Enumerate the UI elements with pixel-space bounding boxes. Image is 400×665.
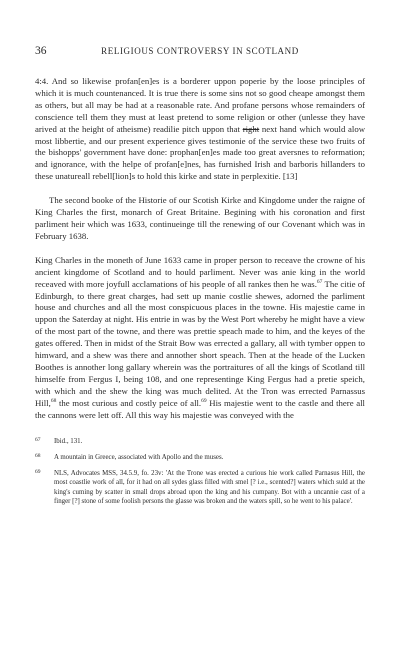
footnote-ref-68[interactable]: 68: [50, 397, 57, 404]
struck-word: right: [242, 123, 260, 134]
paragraph-text: The citie of Edinburgh, to there great charges, had sett up manie costlie shewes, adorned the parliment house and churches and all the most conspicuous places in the towne. His majestie came in uppon the Saterday at night. His entrie in was by the West Port whereby he might have a view of the most part of the towne, and there was prettie speach made to him, and the keyes of the gates offered. Then in midst of the Strait Bow was errected a gallary, all with tymber oppen to himward, and a shew was there and annother short speach. Then at the heade of the Lucken Boothes is annother long gallary wherein was the portraitures of all the kings of Scotland till himselfe from Fergus I, being 108, and one representinge King Fergus had a pretie speich, with which and the shew the king was much delited. At the Tron was errected Parnassus Hill,: [35, 278, 366, 408]
paragraph-text: King Charles in the moneth of June 1633 came in proper person to receave the crowne of his ancient kingdome of Scotland and to hould parliment. Never was anie king in the world receaved with more joyfull acclamations of his people of all rankes then he was.: [35, 254, 365, 289]
footnote-text: A mountain in Greece, associated with Apollo and the muses.: [54, 454, 224, 462]
paragraph-text: His majestie went to the castle and there all the cannons were lett off. All this way his majestie was conveyed with the: [35, 397, 365, 420]
footnote-ref-67[interactable]: 67: [316, 278, 323, 285]
footnote-69: [35, 469, 365, 507]
footnote-number: 69: [35, 468, 41, 475]
footnote-67: [35, 437, 365, 447]
footnote-68: [35, 453, 365, 463]
footnote-text: Ibid., 131.: [54, 438, 83, 446]
running-title: RELIGIOUS CONTROVERSY IN SCOTLAND: [101, 46, 299, 56]
footnote-text: NLS, Advocates MSS, 34.5.9, fo. 23v: 'At the Trone was erected a curious hie work called Parnasus Hill, the most coastlie work of all, for it had on all sydes glass filled with smel [? i.e., scented?] waters which suld at the king's cuming by scatter in small drops abroad upon the king and his cumpany. Bot with a uncannie cast of a finger [?] stone of some foolish persons the glasse was broken and the waters spill, so he went to his palace'.: [54, 469, 365, 506]
footnote-number: 67: [35, 437, 41, 444]
footnote-ref-69[interactable]: 69: [201, 397, 207, 404]
footnotes: [35, 437, 365, 507]
paragraph-second-booke: The second booke of the Historie of our Scotish Kirke and Kingdome under the raigne of King Charles the first, monarch of Great Britaine. Begining with his coronation and first parliment heir which was 1633, continueinge till the renewing of our Covenant which was in February 1638.: [35, 195, 365, 241]
page-body: [35, 76, 365, 513]
page-number: 36: [35, 45, 47, 57]
paragraph-text: next hand which would alow most libbertie, and our present experience gives testimonie of the service these two fruits of the bishopps' government have done: prophan[en]es made too great aversnes to reformation; and ignorance, with the helpe of profan[e]nes, has furnished Irish and barboris hillanders to these unatureall rebell[lion]s to hold this kirke and state in perplexitie. [13]: [35, 123, 366, 182]
paragraph-profanenes: [35, 76, 365, 183]
paragraph-king-charles: [35, 255, 365, 422]
paragraph-text: 4:4. And so likewise profan[en]es is a borderer uppon poperie by the loose principles of which it is much countenanced. It is true there is some sins not so good cheape amongst them as others, but all may be had at a reasonable rate. And profane persons whose remainders of conscience tell them they must at least pretend to some religion or other (unlesse they have arived at the height of atheisme) readilie pitch uppon that: [35, 76, 365, 134]
page-header: [35, 44, 365, 58]
paragraph-text: the most curious and costly peice of all.: [58, 397, 202, 408]
footnote-number: 68: [35, 453, 41, 460]
